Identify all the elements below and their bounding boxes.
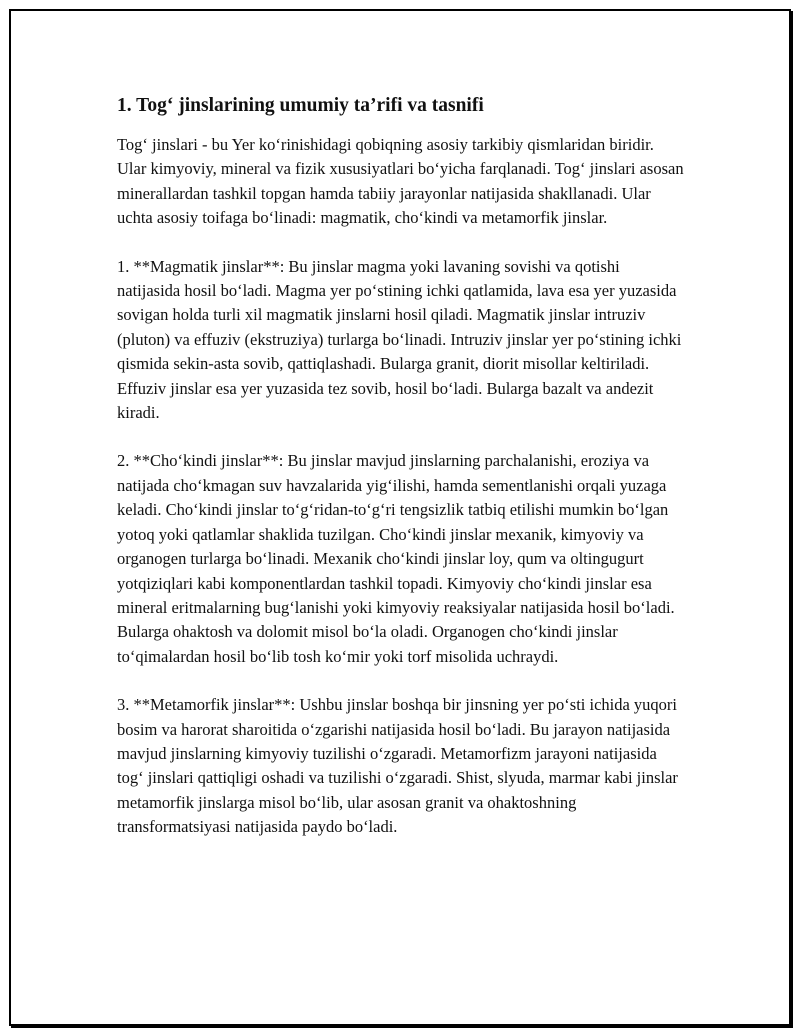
paragraph-magmatic: 1. **Magmatik jinslar**: Bu jinslar magma yoki lavaning sovishi va qotishi natijasida hosil bo‘ladi. Magma yer po‘stining ichki qatlamida, lava esa yer yuzasida sovigan holda turli xil magmatik jinslarni hosil qiladi. Magmatik jinslar intruziv (pluton) va effuziv (ekstruziya) turlarga bo‘linadi. Intruziv jinslar yer po‘stining ichki qismida sekin-asta sovib, qattiqlashadi. Bularga granit, diorit misollar keltiriladi. Effuziv jinslar esa yer yuzasida tez sovib, hosil bo‘ladi. Bularga bazalt va andezit kiradi. (117, 256, 682, 423)
document-body (117, 92, 687, 840)
paragraph-metamorphic: 3. **Metamorfik jinslar**: Ushbu jinslar boshqa bir jinsning yer po‘sti ichida yuqori bosim va harorat sharoitida o‘zgarishi natijasida hosil bo‘ladi. Bu jarayon natijasida mavjud jinslarning kimyoviy tuzilishi o‘zgaradi. Metamorfizm jarayoni natijasida tog‘ jinslari qattiqligi oshadi va tuzilishi o‘zgaradi. Shist, slyuda, marmar kabi jinslar metamorfik jinslarga misol bo‘lib, ular asosan granit va ohaktoshning transformatsiyasi natijasida paydo bo‘ladi. (117, 695, 678, 837)
paragraph-sedimentary: 2. **Cho‘kindi jinslar**: Bu jinslar mavjud jinslarning parchalanishi, eroziya va natijada cho‘kmagan suv havzalarida yig‘ilishi, hamda sementlanishi orqali yuzaga keladi. Cho‘kindi jinslar to‘g‘ridan-to‘g‘ri tengsizlik tatbiq etilishi mumkin bo‘lgan yotoq yoki qatlamlar shaklida tuzilgan. Cho‘kindi jinslar mexanik, kimyoviy va organogen turlarga bo‘linadi. Mexanik cho‘kindi jinslar loy, qum va oltingugurt yotqiziqlari kabi komponentlardan tashkil topadi. Kimyoviy cho‘kindi jinslar esa mineral eritmalarning bug‘lanishi yoki kimyoviy reaksiyalar natijasida hosil bo‘ladi. Bularga ohaktosh va dolomit misol bo‘la oladi. Organogen cho‘kindi jinslar to‘qimalardan hosil bo‘lib tosh ko‘mir yoki torf misolida uchraydi. (117, 451, 675, 666)
document-title: 1. Tog‘ jinslarining umumiy ta’rifi va tasnifi (117, 95, 484, 116)
paragraph-intro: Tog‘ jinslari - bu Yer ko‘rinishidagi qobiqning asosiy tarkibiy qismlaridan biridir. Ular kimyoviy, mineral va fizik xususiyatlari bo‘yicha farqlanadi. Tog‘ jinslari asosan minerallardan tashkil topgan hamda tabiiy jarayonlar natijasida shakllanadi. Ular uchta asosiy toifaga bo‘linadi: magmatik, cho‘kindi va metamorfik jinslar. (117, 135, 684, 228)
